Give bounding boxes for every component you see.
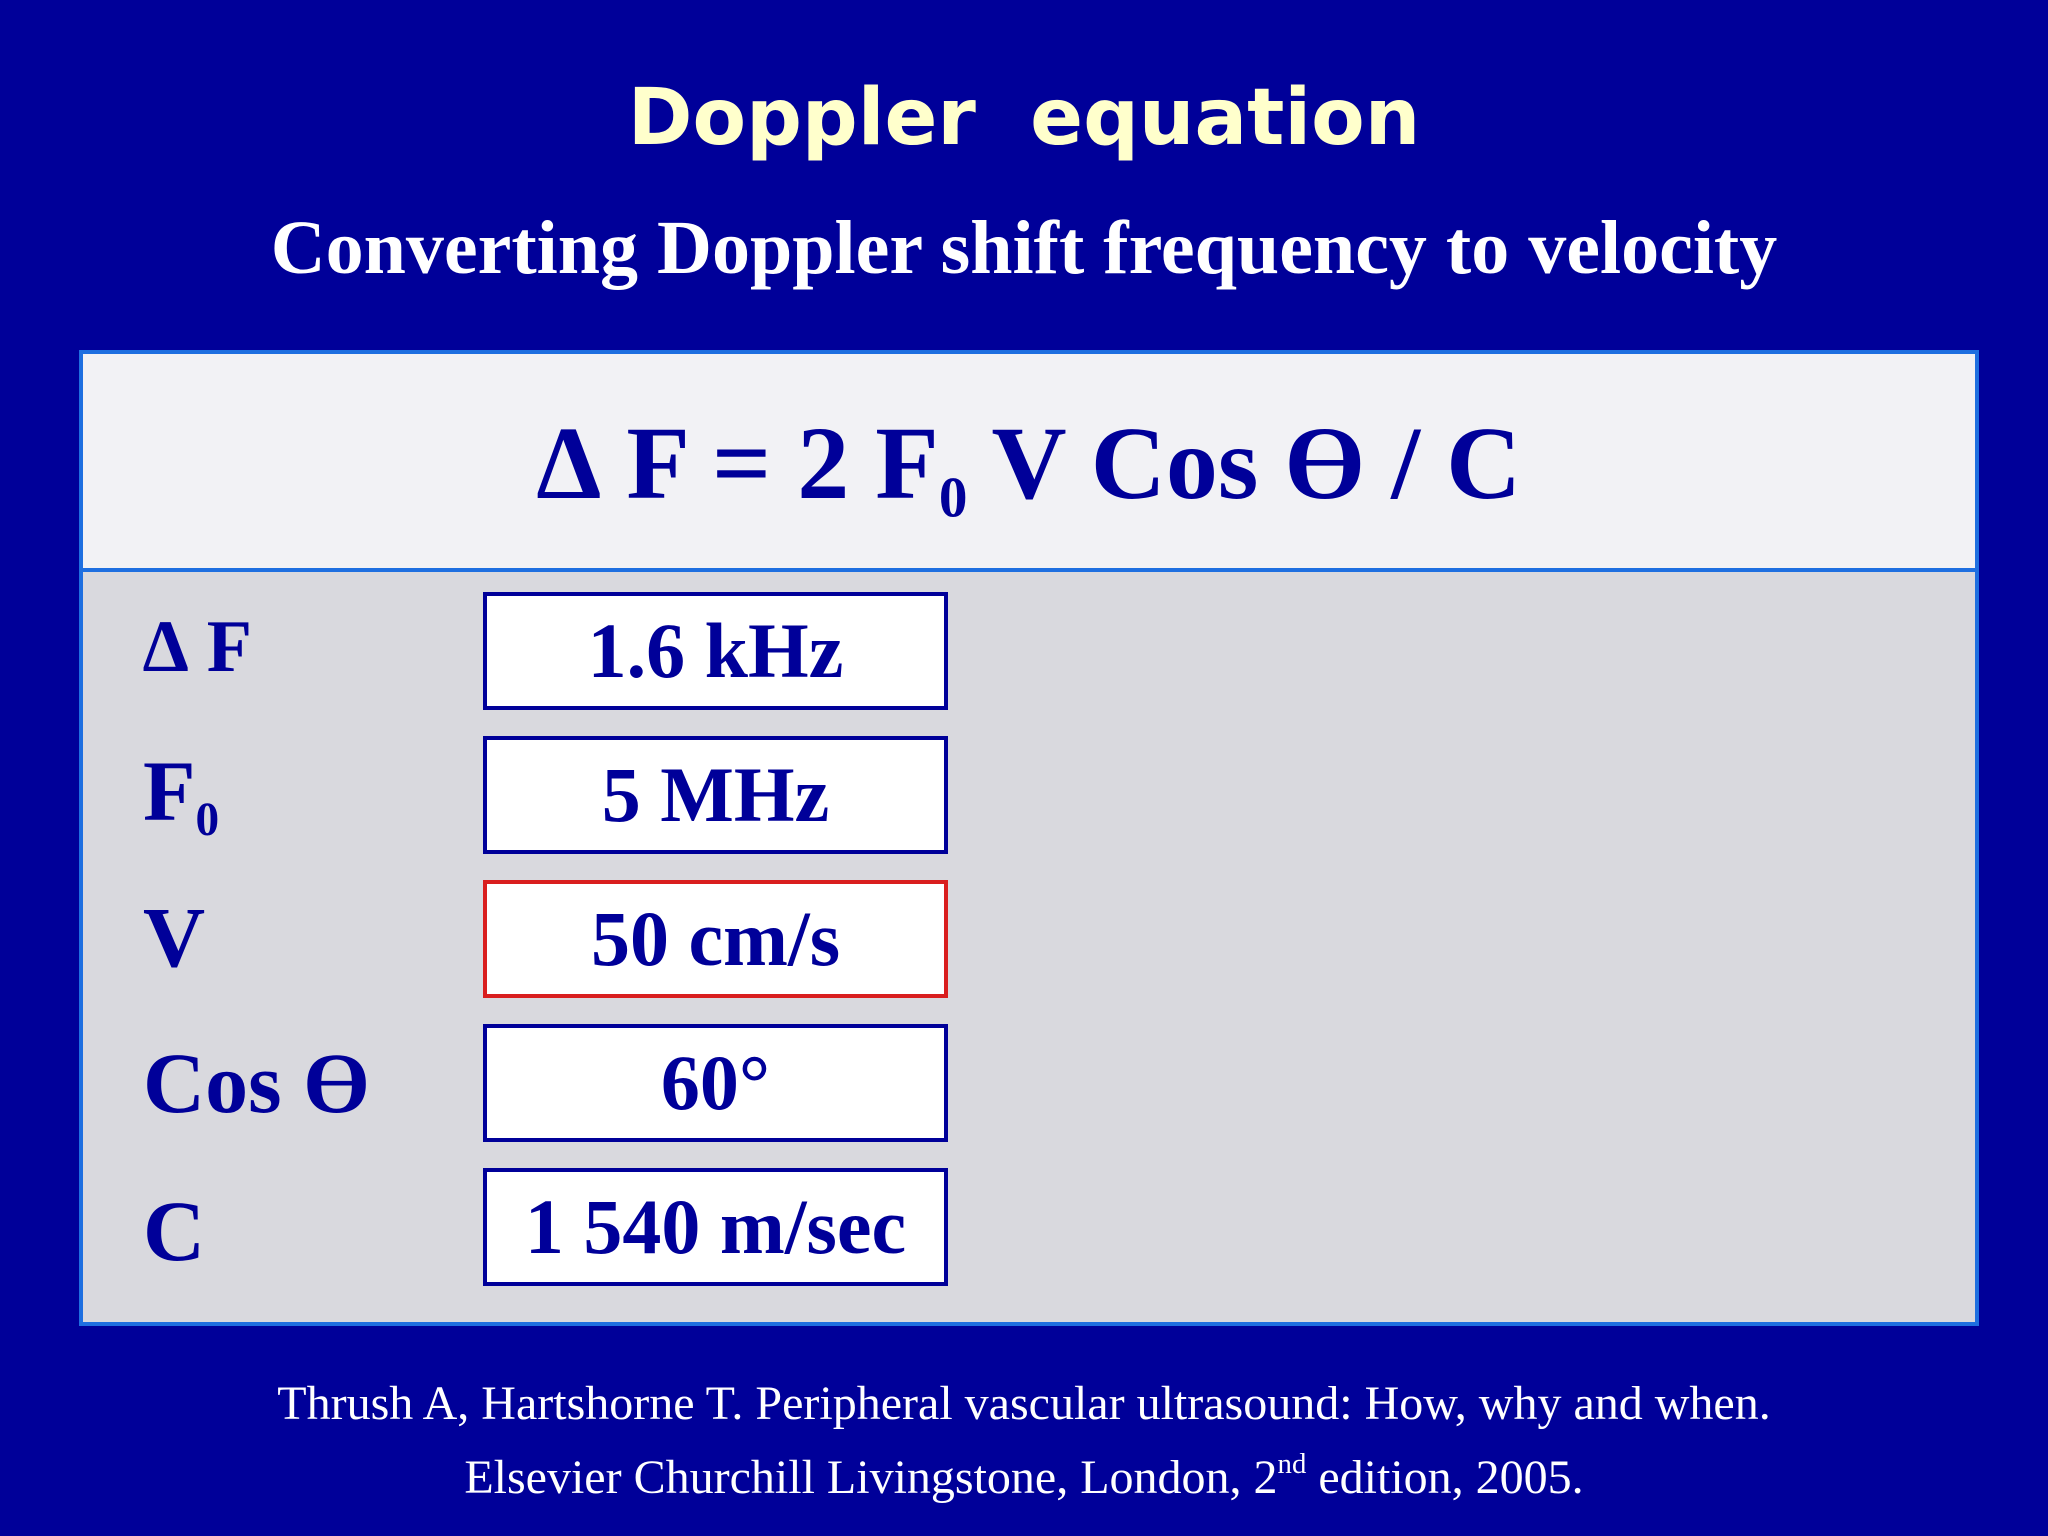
label-delta-f: ∆ F bbox=[143, 606, 252, 688]
value-box-cos-theta: 60° bbox=[483, 1024, 948, 1142]
label-v: V bbox=[143, 889, 206, 985]
label-c: C bbox=[143, 1183, 206, 1279]
formula-part-2: V Cos ϴ / C bbox=[967, 406, 1522, 521]
citation-line-2 bbox=[0, 1448, 2048, 1508]
equation-panel bbox=[79, 350, 1979, 1326]
value-box-f0: 5 MHz bbox=[483, 736, 948, 854]
label-f0-subscript: 0 bbox=[195, 794, 220, 847]
value-box-delta-f: 1.6 kHz bbox=[483, 592, 948, 710]
citation-line-2-end: edition, 2005. bbox=[1306, 1451, 1584, 1504]
label-f0-symbol: F bbox=[143, 743, 196, 839]
doppler-formula bbox=[83, 406, 1975, 530]
label-f0 bbox=[143, 743, 220, 847]
slide-title: Doppler equation bbox=[627, 73, 1421, 163]
value-box-c: 1 540 m/sec bbox=[483, 1168, 948, 1286]
citation-line-2-start: Elsevier Churchill Livingstone, London, 2 bbox=[464, 1451, 1278, 1504]
formula-band bbox=[83, 354, 1975, 572]
label-cos-theta: Cos ϴ bbox=[143, 1035, 370, 1131]
citation-superscript: nd bbox=[1277, 1447, 1307, 1480]
citation-line-1: Thrush A, Hartshorne T. Peripheral vascular ultrasound: How, why and when. bbox=[277, 1377, 1771, 1430]
formula-subscript: 0 bbox=[938, 466, 968, 530]
value-box-v: 50 cm/s bbox=[483, 880, 948, 998]
formula-part-1: ∆ F = 2 F bbox=[536, 406, 939, 521]
slide-subtitle: Converting Doppler shift frequency to velocity bbox=[270, 206, 1778, 290]
